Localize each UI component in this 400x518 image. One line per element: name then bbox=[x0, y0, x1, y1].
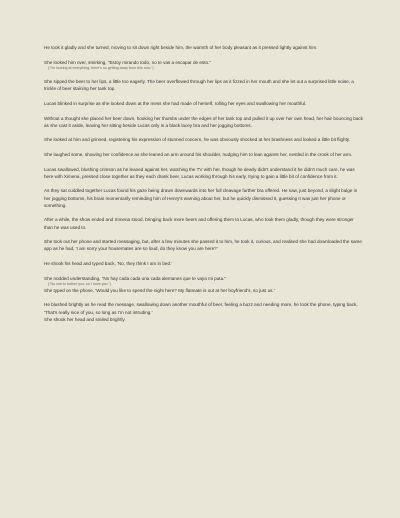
paragraph: She sipped the beer to her lips, a little too eagerly. The beer overflowed through her lips as it fizzed in her mouth and she let out a surprised little noise, a trickle of beer staining her tank top. bbox=[44, 79, 354, 92]
paragraph: As they sat cuddled together Lucas found his gaze being drawn downwards into her full cleavage further bra offered. He saw, just beyond, a slight bulge in her jogging bottoms, his brain momentarily reminding him of Henry's warning about her, but he quickly dismissed it, guessing it was just her phone or something. bbox=[44, 188, 358, 208]
paragraph: Lucas swallowed, blushing crimson as he leaned against her, watching the TV with her, though he dearly didn't understand it he didn't much care, he was here with Ximena, pressed close together as they each drank beer, Lucas working through his early, trying to gain a little bit of confidence from it. bbox=[44, 166, 355, 179]
paragraph: She looked at him and grinned, registering his expression of stunned concern, he was obviously shocked at her brashness and looked a little bit flighty. bbox=[44, 137, 351, 143]
paragraph: Lucas blinked in surprise as she looked down at the mess she had made of herself, rolling her eyes and swallowing her mouthful. bbox=[44, 100, 307, 106]
paragraph: He took it gladly and she turned, moving to sit down right beside him, the warmth of her body pleasant as it pressed lightly against him. bbox=[44, 45, 318, 50]
paragraph: He shook his head and typed back, 'No, they think I am in bed.' bbox=[44, 260, 173, 266]
paragraph: He blushed brightly as he read the message, swallowing down another mouthful of beer, feeling a buzz and needing more, he took the phone, typing back, 'That's really nice of you, so long as I'm not intruding.' She shook her head and smiled brightly. bbox=[44, 302, 358, 322]
translation-note: ("I'm looking at everything, there's no getting away from this now.") bbox=[48, 65, 154, 70]
paragraph: After a while, the show ended and Ximena stood, bringing back more beers and offering them to Lucas, who took them gladly, though they were stronger than he was used to. bbox=[44, 217, 354, 230]
paragraph: She nodded understanding, "No hay cada cada una cada alemanes que te vaya mi puta." ("No one to bother you, so I have you.") She typed on the phone, 'Would you like to spend the night here? My flatmate is out at her boyfriend's, so just us.' bbox=[44, 275, 364, 294]
translation-note: ("No one to bother you, so I have you.") bbox=[48, 281, 111, 286]
paragraph: Without a thought she placed her beer down, hooking her thumbs under the edges of her tank top and pulled it up over her own head, her hair bouncing back as she cast it aside, leaving her sitting beside Lucas only in a black lacey bra and her jogging bottoms. bbox=[44, 115, 363, 128]
paragraph: She looked him over, smirking, "Estoy mirando todo, no te vas a escapar de esto." ("I'm looking at everything, there's no getting away from this now.") bbox=[44, 59, 364, 71]
paragraph: She laughed some, showing her confidence as she leaned an arm around his shoulder, nudging him to lean against her, nestled in the crook of her arm. bbox=[44, 151, 353, 157]
paragraph: She took out her phone and started messaging, but, after a few minutes she passed it to him, he took it, curious, and realised she had downloaded the same app as he had, 'I am sorry your housemates are so loud, do they know you are here?' bbox=[44, 239, 362, 252]
